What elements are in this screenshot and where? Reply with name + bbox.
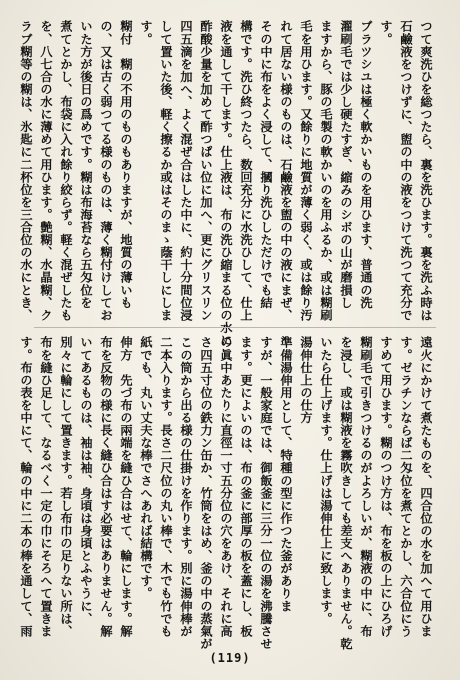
- text-column: 糊付 糊の不用のものもありますが、地質の薄いも: [119, 20, 133, 309]
- text-column: 液を通して干します。仕上液は、布の洗ひ縮まる位の水に: [219, 20, 233, 347]
- text-column: 遠火にかけて煮たものを、四合位の水を加へて用ひま: [419, 336, 433, 638]
- text-column: して置いた後、軽く擦るか或はそのまゝ蔭干しにしま: [159, 20, 173, 322]
- text-column: 準備湯伸用として、特種の型に作つた釜がありま: [279, 336, 293, 613]
- text-column: 湯伸仕上の仕方: [299, 336, 313, 424]
- top-text-block: [16, 20, 436, 347]
- bottom-text-block: [16, 336, 436, 650]
- text-column: いた方が後日の爲めです。糊は布海苔なら五匁位を: [79, 20, 93, 309]
- text-column: 紙でも、丸い丈夫な棒でさへあれば結構です。: [139, 336, 153, 600]
- text-column: すめて用ひます。糊のつけ方は、布を板の上にひろげ: [379, 336, 393, 638]
- text-column: 別々に輪にして置きます。若し布巾の足りない所は、: [59, 336, 73, 638]
- text-column: を、八七合の水に薄めて用ひます。艶糊、水晶糊、ク: [39, 20, 53, 322]
- text-column: 布を縫ひ足して、なるべく一定の巾にそろへて置きま: [39, 336, 53, 638]
- text-column: ラブ糊等の糊は、氷匙に二杯位を三合位の水にとき、: [19, 20, 33, 322]
- text-column: を浸し、或は糊液を霧吹きしても差支へありません。乾: [339, 336, 353, 650]
- text-column: すが、一般家庭では、御飯釜に三分一位の湯を沸騰させ: [259, 336, 273, 650]
- text-column: いたら仕上げます。仕上げは湯伸仕上に致します。: [319, 336, 333, 625]
- text-column: 構です。洗ひ終つたら、数回充分に水洗ひして、仕上: [239, 20, 253, 322]
- text-column: 石鹼液をつけずに、盥の中の液をつけて洗つて充分で: [399, 20, 413, 322]
- text-column: 糊刷毛で引きつけるのがよろしいが、糊液の中に、布: [359, 336, 373, 638]
- section-divider: [34, 327, 436, 328]
- text-column: 煮てとかし、布袋に入れ餘り絞らず。軽く混ぜしたも: [59, 20, 73, 322]
- text-column: さ四五寸位の鉄力ン缶か、竹筒をはめ、釜の中の蒸氣が: [199, 336, 213, 650]
- text-column: ますから、豚の毛製の軟かいのを用ふるか、或は糊刷: [319, 20, 333, 322]
- text-column: その中に布をよく浸して、摑り洗ひしただけでも結: [259, 20, 273, 309]
- text-column: この筒から出る様の仕掛けを作ります。別に湯伸棒が: [179, 336, 193, 638]
- text-column: 二本入ります。長さ二尺位の丸い棒で、木でも竹でも: [159, 336, 173, 638]
- text-column: 四五滴を加へ、よく混ぜ合はした中に、約十分間位浸: [179, 20, 193, 322]
- text-column: 伸方 先づ布の兩端を縫ひ合はせて、輪にします。解: [119, 336, 133, 638]
- text-column: 酢酸少量を加めて酢つぱい位に加へ、更にグリスリン: [199, 20, 213, 322]
- text-column: す。ゼラチンならば二匁位を煮てとかし、六合位にう: [399, 336, 413, 638]
- text-column: す。: [139, 20, 153, 46]
- text-column: つて爽洗ひを総つたら、裏を洗ひます。裏を洗ふ時は: [419, 20, 433, 322]
- text-column: の眞中あたりに直徑一寸五分位の穴をあけ、それに高: [219, 336, 233, 638]
- text-column: ブラツシユは極く軟かいものを用ひます、普通の洗: [359, 20, 373, 309]
- text-column: れて居ない様のものは、石鹼液を盥の中の液にまぜ、: [279, 20, 293, 322]
- text-column: いてあるものは、袖は袖、身頃は身頃とふやうに、: [79, 336, 93, 625]
- text-column: ます。更によいのは、布の釜に部厚の板を蓋にし、板: [239, 336, 253, 638]
- text-column: 布を反物の様に長く縫ひ合はす必要はありません。解: [99, 336, 113, 638]
- page-number: (119): [209, 651, 251, 665]
- text-column: す。: [379, 20, 393, 46]
- text-column: 毛を用ひます。又餘りに地質が薄く弱く、或は餘り汚: [299, 20, 313, 322]
- text-column: す。布の表を中にて、輪の中に二本の棒を通して、雨: [19, 336, 33, 638]
- text-column: の、又は古く弱つてる様のものは、薄く糊付けしてお: [99, 20, 113, 322]
- text-column: 濯刷毛では少し硬たすぎ、縮みのシボの山が磨損し: [339, 20, 353, 309]
